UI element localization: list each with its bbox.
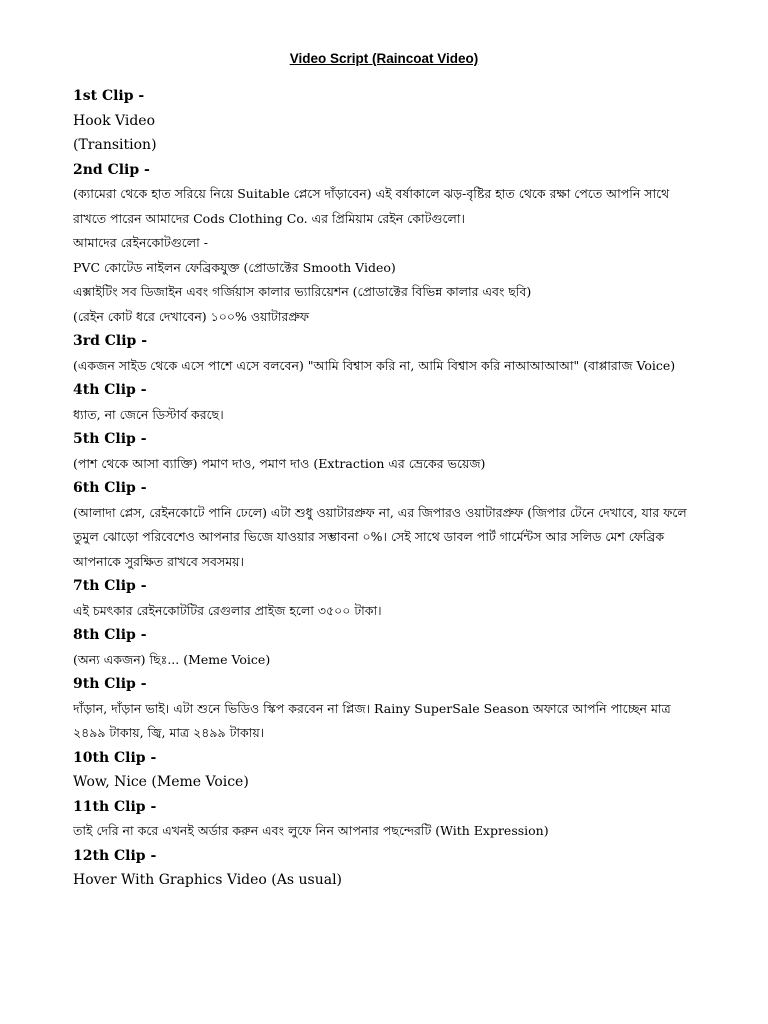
script-line: আমাদের রেইনকোটগুলো - [73,235,208,250]
script-line: PVC কোটেড নাইলন ফেব্রিকযুক্ত (প্রোডাক্টের Smooth Video) [73,259,396,275]
script-line: (Transition) [73,137,157,153]
clip-heading: 2nd Clip - [73,161,150,178]
document-title: Video Script (Raincoat Video) [289,51,479,66]
clip-heading: 11th Clip - [73,798,157,815]
script-line: দাঁড়ান, দাঁড়ান ভাই। এটা শুনে ভিডিও স্কিপ করবেন না প্লিজ। Rainy SuperSale Season অফারে আপনি পাচ্ছেন মাত্র [73,700,671,716]
script-line: (ক্যামেরা থেকে হাত সরিয়ে নিয়ে Suitable প্লেসে দাঁড়াবেন) এই বর্ষাকালে ঝড়-বৃষ্টির হাত থেকে রক্ষা পেতে আপনি সাথে [73,186,670,201]
clip-heading: 8th Clip - [73,627,147,643]
script-line: তুমুল ঝোড়ো পরিবেশেও আপনার ভিজে যাওয়ার সম্ভাবনা ০%। সেই সাথে ডাবল পার্ট গার্মেন্টস আর সলিড মেশ ফেব্রিক [73,529,665,544]
script-line: Wow, Nice (Meme Voice) [73,774,249,790]
script-line: Hover With Graphics Video (As usual) [73,872,343,888]
script-line: এক্সাইটিং সব ডিজাইন এবং গর্জিয়াস কালার ভ্যারিয়েশন (প্রোডাক্টের বিভিন্ন কালার এবং ছবি) [73,284,532,299]
script-line: আপনাকে সুরক্ষিত রাখবে সবসময়। [73,553,244,569]
clip-heading: 3rd Clip - [73,333,148,349]
clip-heading: 5th Clip - [73,431,147,447]
script-line: (পাশ থেকে আসা ব্যাক্তি) পমাণ দাও, পমাণ দাও (Extraction এর ভ্রেকের ভয়েজ) [73,455,486,471]
clip-heading: 6th Clip - [73,480,147,496]
clip-heading: 1st Clip - [73,88,145,104]
clip-heading: 9th Clip - [73,676,147,692]
script-line: (অন্য একজন) ছিঃ... (Meme Voice) [73,651,271,667]
script-line: এই চমৎকার রেইনকোটটির রেগুলার প্রাইজ হলো ৩৫০০ টাকা। [73,602,382,618]
script-body [73,84,713,893]
clip-heading: 12th Clip - [73,847,157,864]
script-line: ধ্যাত, না জেনে ডিস্টার্ব করছে। [73,406,224,422]
script-line: তাই দেরি না করে এখনই অর্ডার করুন এবং লুফে নিন আপনার পছন্দেরটি (With Expression) [73,823,549,838]
script-line: Hook Video [73,112,156,129]
script-line: (আলাদা প্লেস, রেইনকোটে পানি ঢেলে) এটা শুধু ওয়াটারপ্রুফ না, এর জিপারও ওয়াটারপ্রুফ (জিপার টেনে দেখাবে, যার ফলে [73,504,687,520]
script-line: (রেইন কোট ধরে দেখাবেন) ১০০% ওয়াটারপ্রুফ [73,308,310,324]
clip-heading: 7th Clip - [73,578,147,594]
script-line: (একজন সাইড থেকে এসে পাশে এসে বলবেন) "আমি বিশ্বাস করি না, আমি বিশ্বাস করি নাআআআআ" (বাপ্পারাজ Voice) [73,357,676,373]
script-line: ২৪৯৯ টাকায়, জ্বি, মাত্র ২৪৯৯ টাকায়। [73,725,265,740]
script-line: রাখতে পারেন আমাদের Cods Clothing Co. এর প্রিমিয়াম রেইন কোটগুলো। [73,210,465,226]
clip-heading: 4th Clip - [73,382,147,398]
clip-heading: 10th Clip - [73,749,157,766]
